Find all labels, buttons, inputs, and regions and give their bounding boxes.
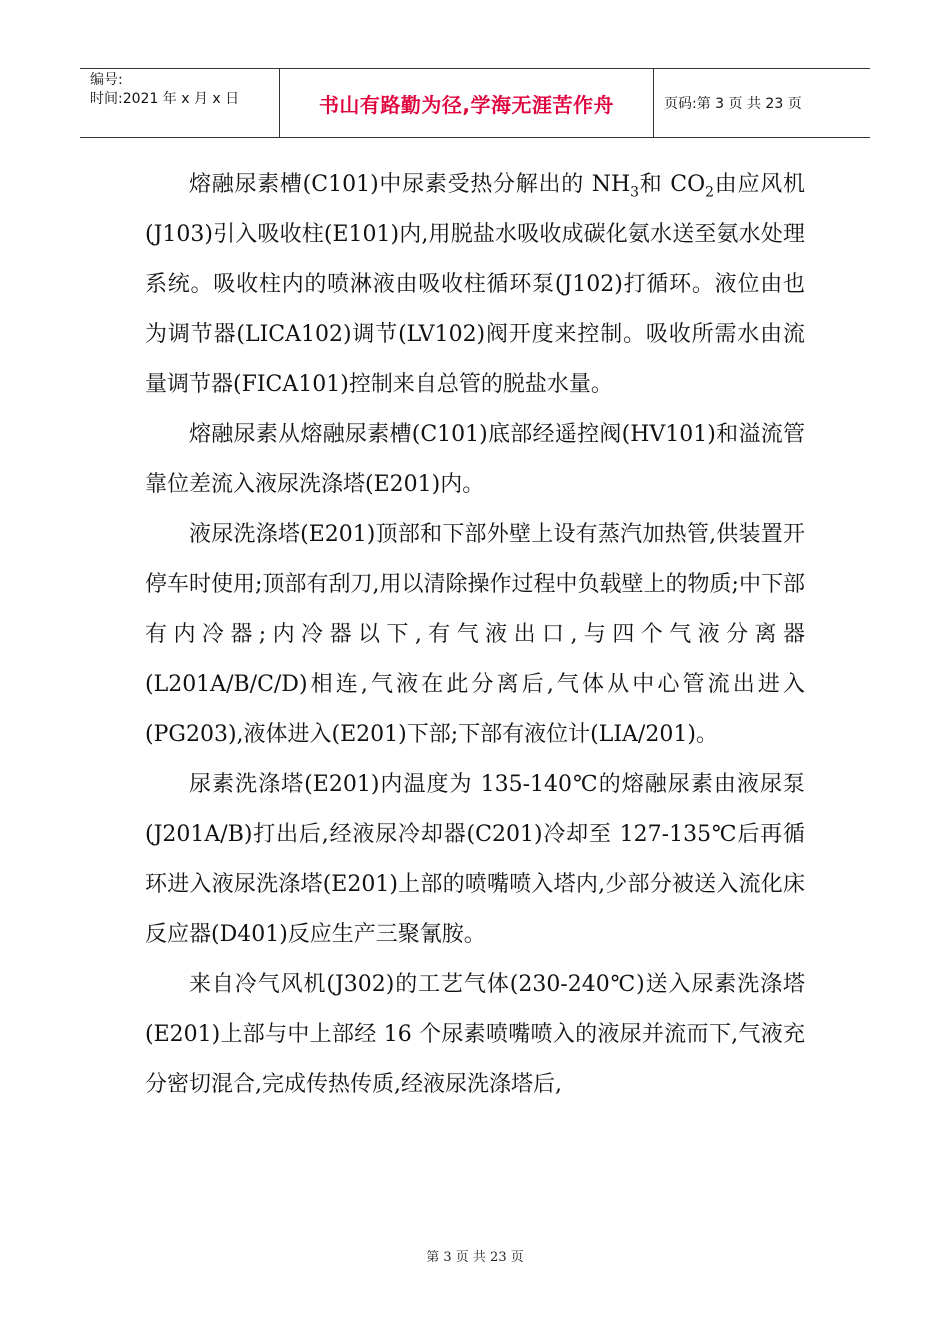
header-motto: 书山有路勤为径,学海无涯苦作舟 (318, 92, 615, 117)
header-meta (80, 69, 280, 137)
paragraph-5: 来自冷气风机(J302)的工艺气体(230-240℃)送入尿素洗涤塔(E201)上部与中上部经 16 个尿素喷嘴喷入的液尿并流而下,气液充分密切混合,完成传热传质,经液尿洗涤塔后, (145, 972, 805, 1097)
doc-time-label: 时间:2021 年 x 月 x 日 (90, 91, 240, 107)
paragraph-4: 尿素洗涤塔(E201)内温度为 135-140℃的熔融尿素由液尿泵(J201A/B)打出后,经液尿冷却器(C201)冷却至 127-135℃后再循环进入液尿洗涤塔(E201)上部的喷嘴喷入塔内,少部分被送入流化床反应器(D401)反应生产三聚氰胺。 (145, 772, 805, 947)
header-page-info: 页码:第 3 页 共 23 页 (664, 96, 802, 112)
document-body (145, 160, 805, 1110)
paragraph-2: 熔融尿素从熔融尿素槽(C101)底部经遥控阀(HV101)和溢流管靠位差流入液尿洗涤塔(E201)内。 (145, 422, 805, 497)
doc-number-label: 编号: (90, 72, 123, 88)
paragraph-1-part-b: 和 CO (639, 172, 706, 197)
header-motto-cell (280, 69, 654, 137)
paragraph-1-part-a: 熔融尿素槽(C101)中尿素受热分解出的 NH (189, 172, 631, 197)
header-page-cell (654, 69, 870, 137)
paragraph-3: 液尿洗涤塔(E201)顶部和下部外壁上设有蒸汽加热管,供装置开停车时使用;顶部有刮刀,用以清除操作过程中负载壁上的物质;中下部有内冷器;内冷器以下,有气液出口,与四个气液分离器(L201A/B/C/D)相连,气液在此分离后,气体从中心管流出进入(PG203),液体进入(E201)下部;下部有液位计(LIA/201)。 (145, 522, 805, 747)
footer-page-number: 第 3 页 共 23 页 (426, 1250, 524, 1265)
subscript-2: 2 (705, 184, 715, 201)
page-footer (0, 1246, 950, 1265)
page-header (80, 68, 870, 138)
paragraph-1-part-c: 由应风机(J103)引入吸收柱(E101)内,用脱盐水吸收成碳化氨水送至氨水处理系统。吸收柱内的喷淋液由吸收柱循环泵(J102)打循环。液位由也为调节器(LICA102)调节(LV102)阀开度来控制。吸收所需水由流量调节器(FICA101)控制来自总管的脱盐水量。 (145, 172, 805, 397)
paragraph-1 (145, 160, 805, 410)
subscript-3: 3 (630, 184, 640, 201)
